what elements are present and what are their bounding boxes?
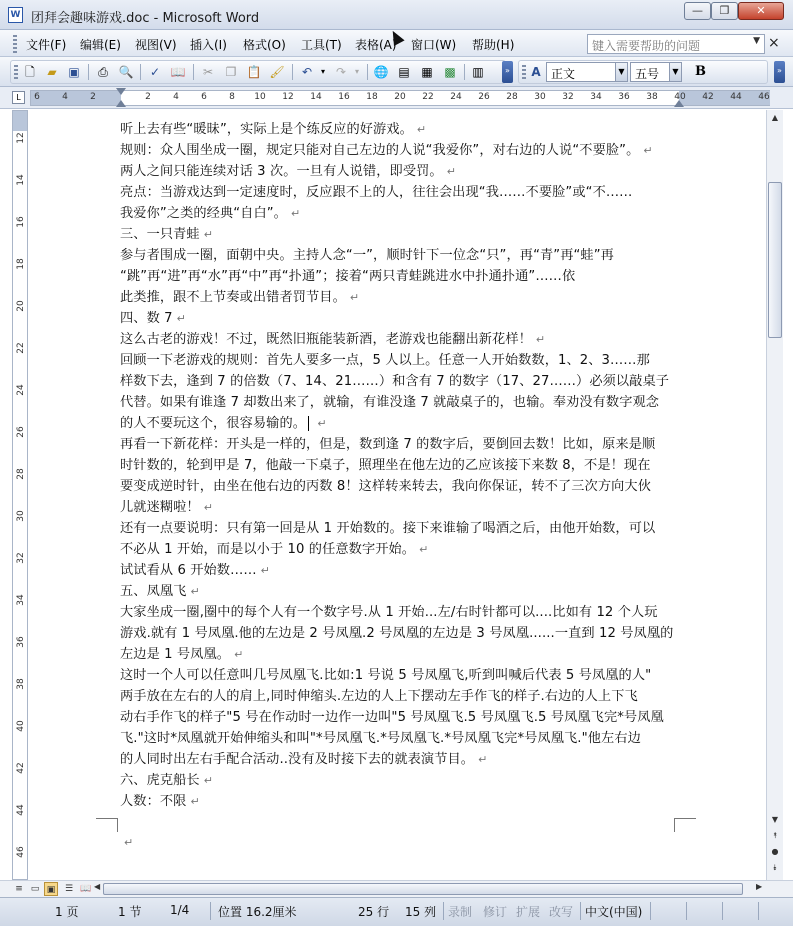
vruler-tick: 32 (16, 552, 26, 564)
text-cursor (308, 416, 313, 431)
doc-line[interactable]: 游戏.就有 1 号凤凰.他的左边是 2 号凤凰.2 号凤凰的左边是 3 号凤凰......一直到 12 号凤凰的 (120, 626, 674, 641)
ruler-row (0, 87, 793, 109)
columns-icon[interactable]: ▥ (472, 65, 484, 79)
paragraph-mark-icon: ↵ (446, 165, 457, 178)
ruler-tick: 36 (618, 92, 630, 102)
ruler-tick: 40 (674, 92, 686, 102)
hyperlink-icon[interactable]: 🌐 (373, 65, 389, 79)
ruler-tick: 30 (534, 92, 546, 102)
style-dropdown-icon[interactable]: ▼ (615, 62, 628, 82)
doc-line[interactable] (120, 832, 680, 853)
vruler-tick: 34 (16, 594, 26, 606)
doc-line[interactable]: 代替。如果有谁逢 7 却数出来了，就输，有谁没逢 7 就敲桌子的，也输。奉劝没有数字观念 (120, 395, 660, 410)
doc-line[interactable]: 试试看从 6 开始数…… ↵ (120, 563, 270, 578)
doc-line[interactable]: 两手放在左右的人的肩上,同时伸缩头.左边的人上下摆动左手作飞的样子.右边的人上下飞 (120, 689, 638, 704)
paragraph-mark-icon: ↵ (419, 543, 429, 556)
vruler-tick: 46 (16, 846, 26, 858)
doc-line[interactable]: 参与者围成一圈，面朝中央。主持人念“一”，顺时针下一位念“只”，再“青”再“蛙”再 (120, 248, 614, 263)
scroll-down-icon[interactable]: ▼ (771, 815, 779, 824)
status-trk[interactable]: 修订 (483, 905, 508, 919)
ruler-tick: 8 (229, 92, 235, 102)
redo-icon[interactable]: ↷ (335, 65, 347, 79)
vruler-tick: 20 (16, 300, 26, 312)
status-separator (443, 902, 444, 920)
paragraph-mark-icon: ↵ (349, 291, 360, 304)
ruler-tick: 16 (338, 92, 350, 102)
cut-icon[interactable]: ✂ (202, 65, 214, 79)
tab-selector[interactable]: L (12, 91, 25, 104)
doc-line[interactable]: 四、数 7 ↵ (120, 311, 186, 326)
save-icon[interactable]: ▣ (68, 65, 80, 79)
document-page[interactable] (30, 110, 766, 880)
print-icon[interactable]: ⎙ (98, 65, 108, 79)
help-question-input[interactable] (587, 34, 765, 54)
outline-view-icon[interactable]: ☰ (64, 884, 74, 894)
horizontal-ruler[interactable] (30, 90, 770, 106)
status-separator (580, 902, 581, 920)
close-button[interactable]: ✕ (738, 2, 784, 20)
copy-icon[interactable]: ❐ (225, 65, 237, 79)
doc-line[interactable]: 五、凤凰飞 ↵ (120, 584, 200, 599)
word-app-icon[interactable]: W (8, 7, 23, 23)
vruler-tick: 40 (16, 720, 26, 732)
ruler-tick: 4 (173, 92, 179, 102)
status-section: 1 节 (118, 905, 142, 919)
doc-line[interactable]: 飞."这时*凤凰就开始伸缩头和叫"*号凤凰飞.*号凤凰飞.*号凤凰飞完*号凤凰飞."他左右边 (120, 731, 641, 746)
paragraph-mark-icon: ↵ (203, 774, 214, 787)
vruler-tick: 38 (16, 678, 26, 690)
paragraph-mark-icon: ↵ (176, 312, 186, 325)
menu-grip[interactable] (13, 35, 17, 53)
status-column: 15 列 (405, 905, 437, 919)
doc-line[interactable]: 要变成逆时针，由坐在他右边的丙数 8！这样转来转去，我向你保证，转不了三次方向大伙 (120, 479, 651, 494)
doc-line[interactable]: 亮点：当游戏达到一定速度时，反应跟不上的人，往往会出现“我……不要脸”或“不…… (120, 185, 633, 200)
paragraph-mark-icon: ↵ (124, 836, 134, 849)
status-bar (0, 897, 793, 926)
close-document-icon[interactable]: × (768, 35, 780, 51)
insert-table-icon[interactable]: ▦ (421, 65, 433, 79)
doc-line[interactable]: 两人之间只能连续对话 3 次。一旦有人说错，即受罚。 ↵ (120, 164, 457, 179)
paragraph-mark-icon: ↵ (416, 123, 427, 136)
doc-line[interactable]: 大家坐成一圈,圈中的每个人有一个数字号.从 1 开始...左/右时针都可以....比如有 12 个人玩 (120, 605, 658, 620)
doc-line[interactable]: “跳”再“进”再“水”再“中”再“扑通”；接着“两只青蛙跳进水中扑通扑通”……依 (120, 269, 576, 284)
chevron-down-icon[interactable]: ▼ (753, 36, 760, 46)
doc-line[interactable]: 的人同时出左右手配合活动..没有及时接下去的就表演节目。 ↵ (120, 752, 488, 767)
doc-line[interactable]: 不必从 1 开始，而是以小于 10 的任意数字开始。 ↵ (120, 542, 429, 557)
undo-icon[interactable]: ↶ (301, 65, 313, 79)
doc-line[interactable]: 人数：不限 ↵ (120, 794, 200, 809)
menu-insert[interactable]: 插入(I) (190, 38, 227, 52)
help-question-placeholder: 键入需要帮助的问题 (592, 39, 701, 53)
ruler-tick: 2 (90, 92, 96, 102)
ruler-tick: 14 (310, 92, 322, 102)
toolbar-separator (88, 64, 89, 80)
toolbar-separator (367, 64, 368, 80)
vruler-tick: 30 (16, 510, 26, 522)
paragraph-mark-icon: ↵ (203, 501, 214, 514)
normal-view-icon[interactable]: ≡ (15, 884, 23, 894)
ruler-tick: 26 (478, 92, 490, 102)
menu-edit[interactable]: 编辑(E) (80, 38, 121, 52)
formatting-toolbar-grip[interactable] (522, 65, 526, 81)
status-rec[interactable]: 录制 (448, 905, 473, 919)
doc-line[interactable]: 的人不要玩这个，很容易输的。 ↵ (120, 416, 327, 431)
doc-line[interactable]: 儿就迷糊啦！ ↵ (120, 500, 214, 515)
ruler-tick: 20 (394, 92, 406, 102)
status-separator (650, 902, 651, 920)
title-bar (0, 0, 793, 30)
status-page: 1 页 (55, 905, 79, 919)
scroll-left-icon[interactable]: ◀ (94, 882, 101, 891)
status-ovr[interactable]: 改写 (549, 905, 574, 919)
ruler-tick: 42 (702, 92, 714, 102)
undo-dropdown-icon[interactable]: ▾ (320, 67, 325, 76)
doc-line[interactable]: 听上去有些“暖昧”，实际上是个练反应的好游戏。 ↵ (120, 122, 427, 137)
style-select[interactable]: 正文 (546, 62, 616, 82)
vertical-scrollbar[interactable] (766, 110, 783, 880)
vruler-tick: 36 (16, 636, 26, 648)
menu-view[interactable]: 视图(V) (135, 38, 177, 52)
vertical-scroll-thumb[interactable] (768, 182, 782, 338)
doc-line[interactable]: 时针数的，轮到甲是 7，他敲一下桌子，照理坐在他左边的乙应该接下来数 8，不是！现在 (120, 458, 651, 473)
ruler-tick: 6 (34, 92, 40, 102)
bottom-left-crop-mark (96, 818, 118, 832)
status-ext[interactable]: 扩展 (516, 905, 541, 919)
menu-table[interactable]: 表格(A) (355, 38, 397, 52)
spelling-icon[interactable]: ✓ (149, 65, 161, 79)
left-margin-area (31, 91, 121, 105)
research-icon[interactable]: 📖 (170, 65, 186, 79)
status-line: 25 行 (358, 905, 390, 919)
web-layout-view-icon[interactable]: ▭ (30, 884, 40, 894)
open-icon[interactable]: ▰ (47, 65, 57, 79)
vruler-tick: 24 (16, 384, 26, 396)
doc-line[interactable]: 这时一个人可以任意叫几号凤凰飞.比如:1 号说 5 号凤凰飞,听到叫喊后代表 5 号凤凰的人" (120, 668, 652, 683)
ruler-tick: 6 (201, 92, 207, 102)
doc-line[interactable]: 回顾一下老游戏的规则：首先人要多一点，5 人以上。任意一人开始数数，1、2、3……那 (120, 353, 650, 368)
vruler-tick: 42 (16, 762, 26, 774)
paragraph-mark-icon: ↵ (234, 648, 244, 661)
vruler-tick: 44 (16, 804, 26, 816)
formatting-options-icon[interactable]: » (774, 61, 785, 83)
paragraph-mark-icon: ↵ (190, 795, 200, 808)
status-separator (722, 902, 723, 920)
menu-help[interactable]: 帮助(H) (472, 38, 515, 52)
print-layout-view-icon[interactable]: ▣ (44, 882, 58, 896)
ruler-tick: 18 (366, 92, 378, 102)
font-size-select[interactable]: 五号 (630, 62, 670, 82)
left-indent-marker[interactable] (116, 100, 126, 107)
standard-toolbar-grip[interactable] (14, 65, 18, 81)
ruler-tick: 38 (646, 92, 658, 102)
first-line-indent-marker[interactable] (116, 88, 126, 95)
next-page-icon[interactable]: ⯯ (772, 863, 778, 872)
select-browse-object-icon[interactable]: ● (771, 847, 779, 856)
doc-line[interactable]: 样数下去，逢到 7 的倍数（7、14、21……）和含有 7 的数字（17、27……）必须以敲桌子 (120, 374, 670, 389)
insert-excel-icon[interactable]: ▩ (444, 65, 456, 79)
toolbar-separator (292, 64, 293, 80)
vruler-tick: 12 (16, 132, 26, 144)
doc-line[interactable]: 还有一点要说明：只有第一回是从 1 开始数的。接下来谁输了喝酒之后，由他开始数，可以 (120, 521, 656, 536)
vruler-tick: 14 (16, 174, 26, 186)
bottom-right-crop-mark (674, 818, 696, 832)
toolbar-separator (140, 64, 141, 80)
ruler-tick: 46 (758, 92, 770, 102)
doc-line[interactable]: 六、虎克船长 ↵ (120, 773, 214, 788)
menu-window[interactable]: 窗口(W) (411, 38, 457, 52)
toolbar (0, 57, 793, 87)
window-title: 团拜会趣味游戏.doc - Microsoft Word (31, 11, 260, 26)
paste-icon[interactable]: 📋 (246, 65, 262, 79)
doc-line[interactable]: 规则：众人围坐成一圈，规定只能对自己左边的人说“我爱你”，对右边的人说“不要脸”。 ↵ (120, 143, 653, 158)
doc-line[interactable]: 动右手作飞的样子"5 号在作动时一边作一边叫"5 号凤凰飞.5 号凤凰飞.5 号凤凰飞完*号凤凰 (120, 710, 664, 725)
vruler-tick: 26 (16, 426, 26, 438)
vruler-tick: 22 (16, 342, 26, 354)
toolbar-options-icon[interactable]: » (502, 61, 513, 83)
vertical-ruler[interactable] (12, 110, 28, 880)
font-size-dropdown-icon[interactable]: ▼ (669, 62, 682, 82)
ruler-tick: 12 (282, 92, 294, 102)
status-position: 位置 16.2厘米 (218, 905, 297, 919)
ruler-tick: 4 (62, 92, 68, 102)
doc-line[interactable]: 这么古老的游戏！不过，既然旧瓶能装新酒，老游戏也能翻出新花样！ ↵ (120, 332, 546, 347)
scroll-up-icon[interactable]: ▲ (771, 113, 779, 122)
styles-pane-icon[interactable]: A (531, 65, 541, 79)
paragraph-mark-icon: ↵ (478, 753, 488, 766)
toolbar-separator (193, 64, 194, 80)
reading-layout-view-icon[interactable]: 📖 (80, 884, 92, 894)
status-separator (210, 902, 211, 920)
status-page-of: 1/4 (170, 903, 190, 917)
paragraph-mark-icon: ↵ (290, 207, 301, 220)
minimize-button[interactable]: — (684, 2, 711, 20)
toolbar-separator (464, 64, 465, 80)
paragraph-mark-icon: ↵ (317, 417, 327, 430)
paragraph-mark-icon: ↵ (203, 228, 214, 241)
paragraph-mark-icon: ↵ (260, 564, 270, 577)
maximize-button[interactable]: ❐ (711, 2, 738, 20)
doc-line[interactable]: 我爱你”之类的经典“自白”。 ↵ (120, 206, 301, 221)
ruler-tick: 2 (145, 92, 151, 102)
doc-line[interactable]: 左边是 1 号凤凰。 ↵ (120, 647, 244, 662)
top-margin-area (13, 111, 27, 131)
vruler-tick: 28 (16, 468, 26, 480)
menu-file[interactable]: 文件(F) (26, 38, 67, 52)
vruler-tick: 16 (16, 216, 26, 228)
print-preview-icon[interactable]: 🔍 (118, 65, 134, 79)
ruler-tick: 10 (254, 92, 266, 102)
ruler-tick: 24 (450, 92, 462, 102)
ruler-tick: 44 (730, 92, 742, 102)
ruler-tick: 28 (506, 92, 518, 102)
tables-borders-icon[interactable]: ▤ (398, 65, 410, 79)
menu-format[interactable]: 格式(O) (243, 38, 286, 52)
ruler-tick: 22 (422, 92, 434, 102)
status-separator (758, 902, 759, 920)
right-indent-marker[interactable] (674, 100, 684, 107)
format-painter-icon[interactable]: 🖌 (269, 65, 285, 79)
doc-line[interactable]: 三、一只青蛙 ↵ (120, 227, 214, 242)
bold-button[interactable]: B (695, 64, 706, 79)
horizontal-scroll-thumb[interactable] (103, 883, 743, 895)
right-margin-area (679, 91, 770, 105)
ruler-tick: 32 (562, 92, 574, 102)
previous-page-icon[interactable]: ⯭ (772, 831, 778, 840)
status-language[interactable]: 中文(中国) (585, 905, 643, 919)
redo-dropdown-icon[interactable]: ▾ (354, 67, 359, 76)
horizontal-scroll-row (0, 880, 793, 897)
doc-line[interactable]: 再看一下新花样：开头是一样的，但是，数到逢 7 的数字后，要倒回去数！比如，原来是顺 (120, 437, 656, 452)
paragraph-mark-icon: ↵ (535, 333, 546, 346)
paragraph-mark-icon: ↵ (190, 585, 200, 598)
scroll-right-icon[interactable]: ▶ (756, 882, 763, 891)
menu-tools[interactable]: 工具(T) (301, 38, 342, 52)
new-doc-icon[interactable]: 🗋 (25, 65, 35, 79)
status-separator (686, 902, 687, 920)
paragraph-mark-icon: ↵ (643, 144, 653, 157)
doc-line[interactable]: 此类推，跟不上节奏或出错者罚节目。 ↵ (120, 290, 360, 305)
ruler-tick: 34 (590, 92, 602, 102)
vruler-tick: 18 (16, 258, 26, 270)
